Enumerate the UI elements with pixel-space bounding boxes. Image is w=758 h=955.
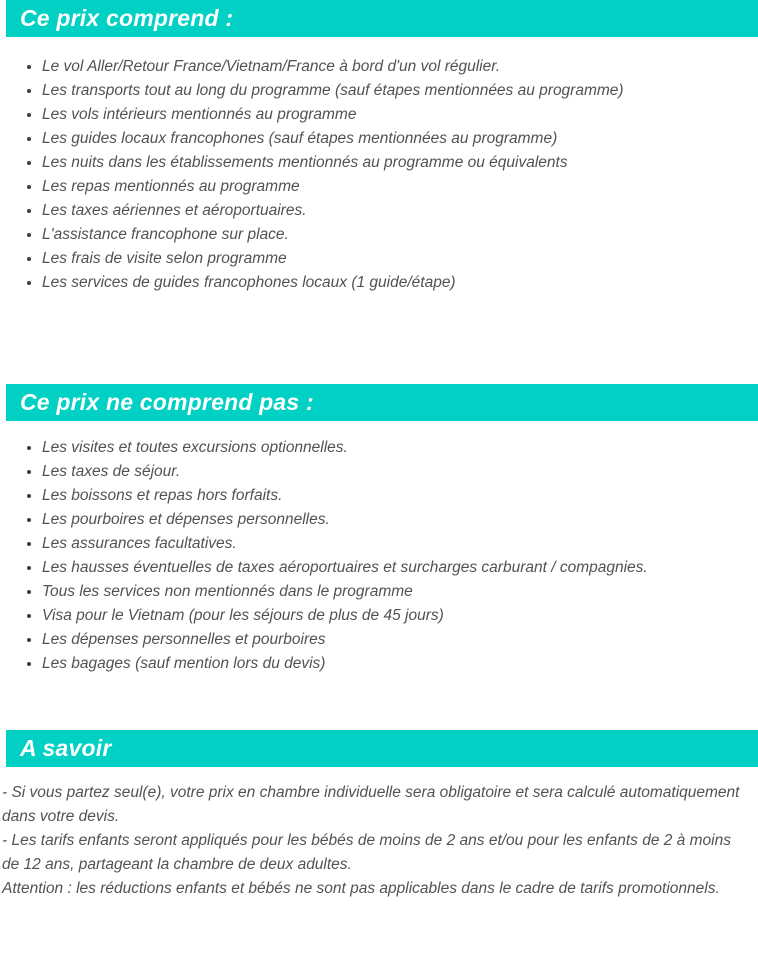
- section-header-good-to-know: [6, 730, 758, 767]
- list-item: • Visa pour le Vietnam (pour les séjours de plus de 45 jours): [42, 604, 748, 628]
- included-list: [0, 55, 758, 295]
- excluded-list: [0, 436, 758, 676]
- section-price-included: [0, 0, 758, 295]
- list-item: • Les transports tout au long du programme (sauf étapes mentionnées au programme): [42, 79, 748, 103]
- section-title: A savoir: [20, 735, 112, 761]
- section-title: Ce prix comprend :: [20, 5, 234, 31]
- list-item: • Les guides locaux francophones (sauf étapes mentionnées au programme): [42, 127, 748, 151]
- list-item: • Les repas mentionnés au programme: [42, 175, 748, 199]
- list-item: • Les services de guides francophones locaux (1 guide/étape): [42, 271, 748, 295]
- list-item: • Les nuits dans les établissements mentionnés au programme ou équivalents: [42, 151, 748, 175]
- list-item: • Les assurances facultatives.: [42, 532, 748, 556]
- section-header-excluded: [6, 384, 758, 421]
- note-paragraph: - Si vous partez seul(e), votre prix en chambre individuelle sera obligatoire et sera calculé automatiquement dans votre devis.: [2, 784, 740, 825]
- section-price-excluded: [0, 384, 758, 676]
- list-item: • Les taxes de séjour.: [42, 460, 748, 484]
- list-item: • Les vols intérieurs mentionnés au programme: [42, 103, 748, 127]
- notes-block: [2, 781, 750, 901]
- section-good-to-know: [0, 730, 758, 901]
- list-item: • Les visites et toutes excursions optionnelles.: [42, 436, 748, 460]
- note-paragraph: - Les tarifs enfants seront appliqués pour les bébés de moins de 2 ans et/ou pour les enfants de 2 à moins de 12 ans, partageant la chambre de deux adultes.: [2, 832, 731, 873]
- list-item: • Tous les services non mentionnés dans le programme: [42, 580, 748, 604]
- list-item: • Les dépenses personnelles et pourboires: [42, 628, 748, 652]
- list-item: • Les boissons et repas hors forfaits.: [42, 484, 748, 508]
- list-item: • Les taxes aériennes et aéroportuaires.: [42, 199, 748, 223]
- section-title: Ce prix ne comprend pas :: [20, 389, 314, 415]
- list-item: • Les pourboires et dépenses personnelles.: [42, 508, 748, 532]
- list-item: • L'assistance francophone sur place.: [42, 223, 748, 247]
- list-item: • Les frais de visite selon programme: [42, 247, 748, 271]
- note-paragraph: Attention : les réductions enfants et bébés ne sont pas applicables dans le cadre de tarifs promotionnels.: [2, 880, 720, 897]
- list-item: • Les bagages (sauf mention lors du devis): [42, 652, 748, 676]
- section-header-included: [6, 0, 758, 37]
- list-item: • Le vol Aller/Retour France/Vietnam/France à bord d'un vol régulier.: [42, 55, 748, 79]
- list-item: • Les hausses éventuelles de taxes aéroportuaires et surcharges carburant / compagnies.: [42, 556, 748, 580]
